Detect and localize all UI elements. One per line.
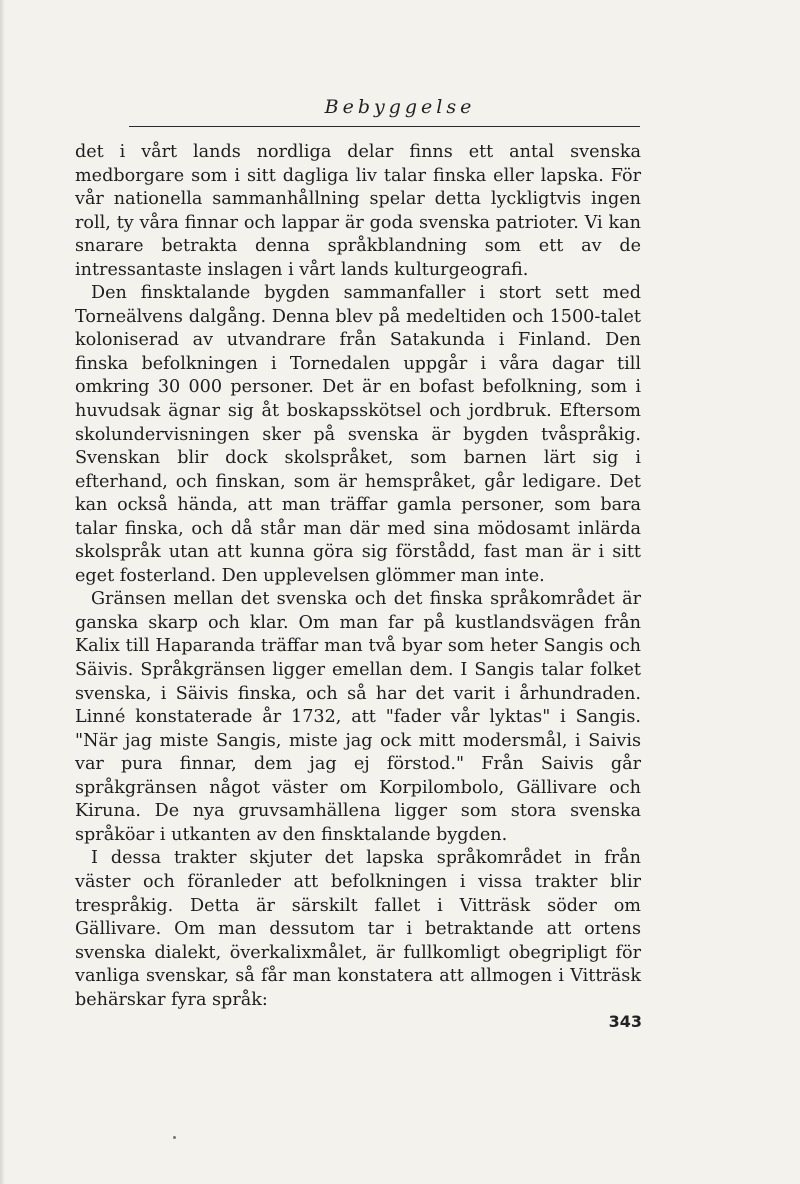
paragraph: det i vårt lands nordliga delar finns ett antal svenska medborgare som i sitt dagliga liv talar finska eller lapska. För vår nationella sammanhållning spelar detta lyckligtvis ingen roll, ty våra finnar och lappar är goda svenska patrioter. Vi kan snarare betrakta denna språkblandning som ett av de intressantaste inslagen i vårt lands kulturgeografi. (75, 142, 641, 280)
paragraph: Gränsen mellan det svenska och det finska språkområdet är ganska skarp och klar. Om man far på kustlandsvägen från Kalix till Haparanda träffar man två byar som heter Sangis och Säivis. Språkgränsen ligger emellan dem. I Sangis talar folket svenska, i Säivis finska, och så har det varit i århundraden. Linné konstaterade år 1732, att "fader vår lyktas" i Sangis. "När jag miste Sangis, miste jag ock mitt modersmål, i Saivis var pura finnar, dem jag ej förstod." Från Saivis går språkgränsen något väster om Korpilombolo, Gällivare och Kiruna. De nya gruvsamhällena ligger som stora svenska språköar i utkanten av den finsktalande bygden. (75, 589, 641, 845)
paragraph: I dessa trakter skjuter det lapska språkområdet in från väster och föranleder att befolkningen i vissa trakter blir trespråkig. Detta är särskilt fallet i Vitträsk söder om Gällivare. Om man dessutom tar i betraktande att ortens svenska dialekt, överkalixmålet, är fullkomligt obegripligt för vanliga svenskar, så får man konstatera att allmogen i Vitträsk behärskar fyra språk: (75, 848, 641, 1010)
body-text (75, 141, 641, 1012)
header-rule (129, 126, 640, 127)
page-number: 343 (608, 1012, 642, 1031)
paragraph: Den finsktalande bygden sammanfaller i stort sett med Torneälvens dalgång. Denna blev på medeltiden och 1500-talet koloniserad av utvandrare från Satakunda i Finland. Den finska befolkningen i Tornedalen uppgår i våra dagar till omkring 30 000 personer. Det är en bofast befolkning, som i huvudsak ägnar sig åt boskapsskötsel och jordbruk. Eftersom skolundervisningen sker på svenska är bygden tvåspråkig. Svenskan blir dock skolspråket, som barnen lärt sig i efterhand, och finskan, som är hemspråket, går ledigare. Det kan också hända, att man träffar gamla personer, som bara talar finska, och då står man där med sina mödosamt inlärda skolspråk utan att kunna göra sig förstådd, fast man är i sitt eget fosterland. Den upplevelsen glömmer man inte. (75, 283, 641, 586)
paper-speck (173, 1136, 176, 1139)
page-edge-shadow (0, 0, 5, 1184)
running-head: Bebyggelse (324, 96, 476, 118)
